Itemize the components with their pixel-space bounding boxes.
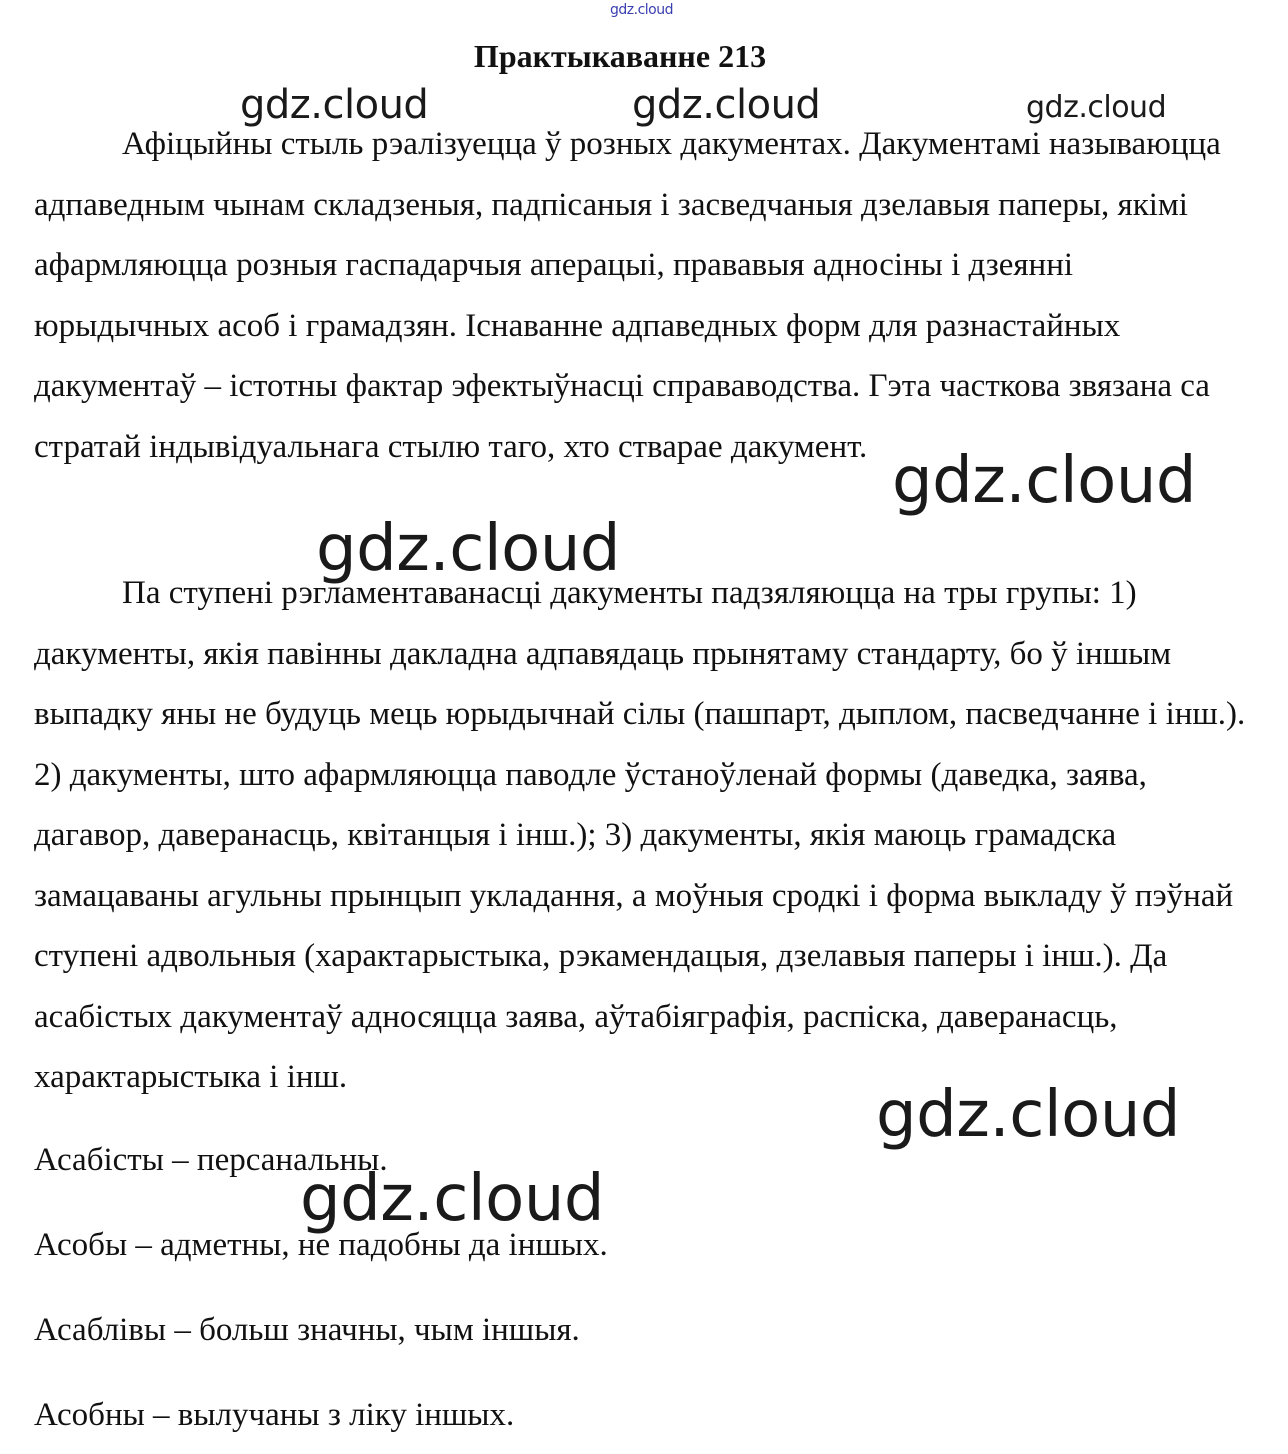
header-watermark-link[interactable]: gdz.cloud [610, 2, 673, 18]
definition-item: Асабісты – персанальны. [34, 1142, 388, 1178]
watermark: gdz.cloud [1026, 90, 1167, 125]
watermark: gdz.cloud [892, 444, 1196, 518]
watermark: gdz.cloud [876, 1078, 1180, 1152]
definition-item: Асобны – вылучаны з ліку іншых. [34, 1397, 515, 1433]
page-title: Практыкаванне 213 [473, 38, 767, 74]
watermark: gdz.cloud [316, 512, 620, 586]
watermark: gdz.cloud [300, 1162, 604, 1236]
watermark: gdz.cloud [240, 82, 429, 128]
paragraph-document-groups: Па ступені рэгламентаванасці дакументы падзяляюцца на тры групы: 1) дакументы, якія павінны дакладна адпавядаць прынятаму стандарту, бо ў іншым выпадку яны не будуць мець юрыдычнай сілы (пашпарт, дыплом, пасведчанне і інш.). 2) дакументы, што афармляюцца паводле ўстаноўленай формы (даведка, заява, дагавор, даверанасць, квітанцыя і інш.); 3) дакументы, якія маюць грамадска замацаваны агульны прынцып укладання, а моўныя сродкі і форма выкладу ў пэўнай ступені адвольныя (характарыстыка, рэкамендацыя, дзелавыя паперы і інш.). Да асабістых дакументаў адносяцца заява, аўтабіяграфія, распіска, даверанасць, характарыстыка і інш. [34, 575, 1246, 1095]
paragraph-official-style: Афіцыйны стыль рэалізуецца ў розных дакументах. Дакументамі называюцца адпаведным чынам складзеныя, падпісаныя і засведчаныя дзелавыя паперы, якімі афармляюцца розныя гаспадарчыя аперацыі, прававыя адносіны і дзеянні юрыдычных асоб і грамадзян. Існаванне адпаведных форм для разнастайных дакументаў – істотны фактар эфектыўнасці справаводства. Гэта часткова звязана са стратай індывідуальнага стылю таго, хто стварае дакумент. [34, 126, 1221, 465]
watermark: gdz.cloud [632, 82, 821, 128]
definition-item: Асаблівы – больш значны, чым іншыя. [34, 1312, 580, 1348]
definition-item: Асобы – адметны, не падобны да іншых. [34, 1227, 608, 1263]
